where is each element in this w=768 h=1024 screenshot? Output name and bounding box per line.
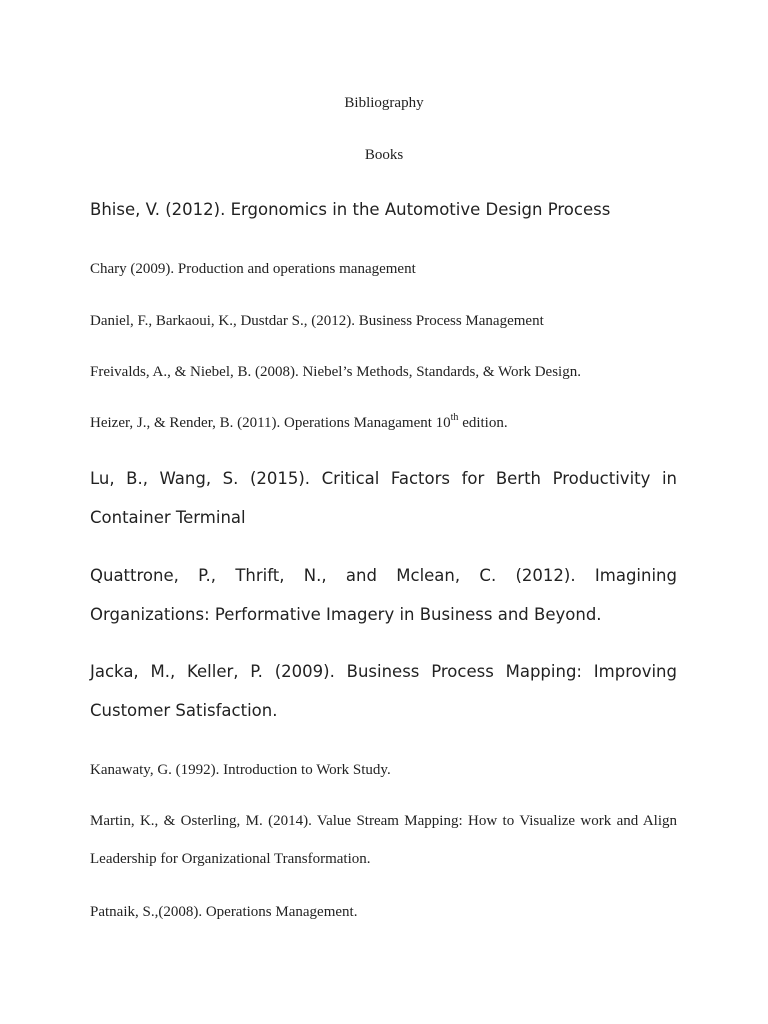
section-heading-books: Books — [364, 147, 404, 163]
reference-freivalds: Freivalds, A., & Niebel, B. (2008). Niebel’s Methods, Standards, & Work Design. — [90, 364, 581, 380]
reference-heizer-suffix: edition. — [458, 415, 508, 431]
reference-heizer — [90, 404, 677, 442]
reference-bhise: Bhise, V. (2012). Ergonomics in the Automotive Design Process — [90, 200, 611, 219]
reference-martin: Martin, K., & Osterling, M. (2014). Value Stream Mapping: How to Visualize work and Align Leadership for Organizational Transformation. — [90, 813, 677, 867]
reference-chary: Chary (2009). Production and operations management — [90, 261, 416, 277]
reference-heizer-superscript: th — [450, 412, 459, 423]
reference-patnaik: Patnaik, S.,(2008). Operations Management. — [90, 904, 358, 920]
bibliography-title: Bibliography — [344, 95, 424, 111]
reference-heizer-text: Heizer, J., & Render, B. (2011). Operations Managament 10 — [90, 415, 451, 431]
reference-kanawaty: Kanawaty, G. (1992). Introduction to Work Study. — [90, 762, 391, 778]
reference-quattrone: Quattrone, P., Thrift, N., and Mclean, C. (2012). Imagining Organizations: Performative Imagery in Business and Beyond. — [90, 566, 677, 624]
reference-lu: Lu, B., Wang, S. (2015). Critical Factors for Berth Productivity in Container Terminal — [90, 469, 677, 527]
reference-daniel: Daniel, F., Barkaoui, K., Dustdar S., (2012). Business Process Management — [90, 313, 544, 329]
reference-jacka: Jacka, M., Keller, P. (2009). Business Process Mapping: Improving Customer Satisfaction. — [90, 662, 677, 720]
